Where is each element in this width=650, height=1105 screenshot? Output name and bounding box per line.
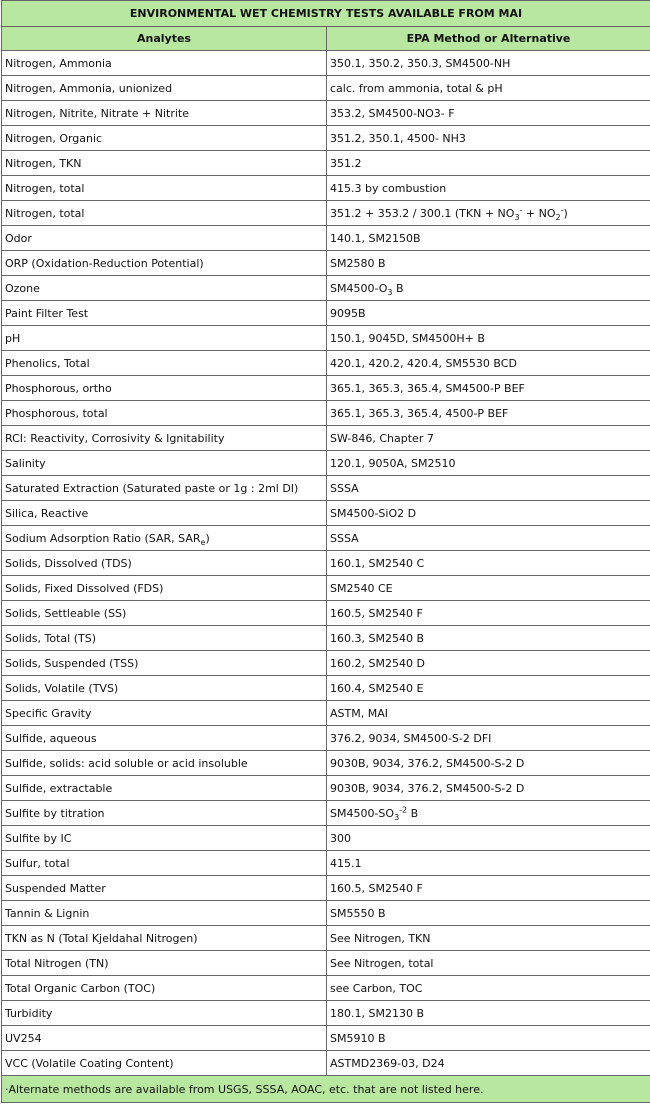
method-cell: 365.1, 365.3, 365.4, 4500-P BEF bbox=[327, 401, 650, 426]
table-row bbox=[2, 951, 650, 976]
analyte-cell: Sulfide, extractable bbox=[2, 776, 327, 801]
analyte-cell: Saturated Extraction (Saturated paste or 1g : 2ml DI) bbox=[2, 476, 327, 501]
analyte-cell: pH bbox=[2, 326, 327, 351]
method-cell: 351.2 bbox=[327, 151, 650, 176]
table-row bbox=[2, 301, 650, 326]
analyte-cell: Solids, Settleable (SS) bbox=[2, 601, 327, 626]
analyte-cell: Nitrogen, Organic bbox=[2, 126, 327, 151]
analyte-cell: Sulfide, solids: acid soluble or acid insoluble bbox=[2, 751, 327, 776]
table-row bbox=[2, 651, 650, 676]
method-cell: 140.1, SM2150B bbox=[327, 226, 650, 251]
method-cell: 9030B, 9034, 376.2, SM4500-S-2 D bbox=[327, 751, 650, 776]
analyte-cell: Ozone bbox=[2, 276, 327, 301]
method-cell bbox=[327, 201, 650, 226]
method-cell: See Nitrogen, total bbox=[327, 951, 650, 976]
table-footer-row bbox=[2, 1076, 650, 1103]
table-row bbox=[2, 1051, 650, 1076]
analyte-cell: Nitrogen, total bbox=[2, 201, 327, 226]
analyte-cell: Phosphorous, ortho bbox=[2, 376, 327, 401]
method-cell: 160.3, SM2540 B bbox=[327, 626, 650, 651]
table-row bbox=[2, 226, 650, 251]
table-title-row bbox=[2, 1, 650, 27]
table-row bbox=[2, 101, 650, 126]
table-row bbox=[2, 826, 650, 851]
method-cell: 350.1, 350.2, 350.3, SM4500-NH bbox=[327, 51, 650, 76]
method-cell: 160.5, SM2540 F bbox=[327, 601, 650, 626]
analyte-cell: Sulfite by titration bbox=[2, 801, 327, 826]
analyte-cell: Sulfide, aqueous bbox=[2, 726, 327, 751]
method-cell: calc. from ammonia, total & pH bbox=[327, 76, 650, 101]
analyte-cell: Silica, Reactive bbox=[2, 501, 327, 526]
analyte-cell: Salinity bbox=[2, 451, 327, 476]
method-cell: 120.1, 9050A, SM2510 bbox=[327, 451, 650, 476]
analyte-cell: Paint Filter Test bbox=[2, 301, 327, 326]
table-row bbox=[2, 701, 650, 726]
column-header-method: EPA Method or Alternative bbox=[327, 27, 650, 51]
table-row bbox=[2, 326, 650, 351]
table-row bbox=[2, 151, 650, 176]
analyte-cell: Sulfite by IC bbox=[2, 826, 327, 851]
method-cell: 160.1, SM2540 C bbox=[327, 551, 650, 576]
analyte-cell: Phenolics, Total bbox=[2, 351, 327, 376]
method-cell: 300 bbox=[327, 826, 650, 851]
table-row bbox=[2, 726, 650, 751]
method-text: SM4500-O bbox=[330, 281, 388, 295]
method-subscript: 3 bbox=[394, 812, 400, 822]
analyte-subscript: e bbox=[200, 537, 206, 547]
table-row bbox=[2, 626, 650, 651]
analyte-cell: VCC (Volatile Coating Content) bbox=[2, 1051, 327, 1076]
table-row bbox=[2, 451, 650, 476]
table-row bbox=[2, 1026, 650, 1051]
table-row bbox=[2, 551, 650, 576]
method-text: SM4500-SO bbox=[330, 806, 395, 820]
analyte-text: Sodium Adsorption Ratio (SAR, SAR bbox=[5, 531, 201, 545]
method-text: + NO bbox=[522, 206, 556, 220]
table-row bbox=[2, 251, 650, 276]
analyte-cell: Sulfur, total bbox=[2, 851, 327, 876]
analyte-cell: Suspended Matter bbox=[2, 876, 327, 901]
table-row bbox=[2, 776, 650, 801]
method-cell: SM2540 CE bbox=[327, 576, 650, 601]
method-cell: 9095B bbox=[327, 301, 650, 326]
method-subscript: 3 bbox=[387, 287, 393, 297]
method-cell: ASTM, MAI bbox=[327, 701, 650, 726]
analyte-cell bbox=[2, 526, 327, 551]
analyte-cell: TKN as N (Total Kjeldahal Nitrogen) bbox=[2, 926, 327, 951]
analyte-cell: UV254 bbox=[2, 1026, 327, 1051]
method-cell: 376.2, 9034, SM4500-S-2 DFI bbox=[327, 726, 650, 751]
table-row bbox=[2, 876, 650, 901]
method-cell: SM5550 B bbox=[327, 901, 650, 926]
table-row bbox=[2, 901, 650, 926]
method-cell: 365.1, 365.3, 365.4, SM4500-P BEF bbox=[327, 376, 650, 401]
method-cell: 160.5, SM2540 F bbox=[327, 876, 650, 901]
analyte-cell: Nitrogen, total bbox=[2, 176, 327, 201]
table-row bbox=[2, 801, 650, 826]
method-cell: 353.2, SM4500-NO3- F bbox=[327, 101, 650, 126]
method-cell: 160.4, SM2540 E bbox=[327, 676, 650, 701]
analyte-cell: Nitrogen, Ammonia, unionized bbox=[2, 76, 327, 101]
method-cell: SSSA bbox=[327, 476, 650, 501]
analyte-cell: RCI: Reactivity, Corrosivity & Ignitability bbox=[2, 426, 327, 451]
table-row bbox=[2, 401, 650, 426]
analyte-cell: Specific Gravity bbox=[2, 701, 327, 726]
analyte-text: ) bbox=[205, 531, 210, 545]
table-row bbox=[2, 1001, 650, 1026]
method-superscript: -2 bbox=[399, 804, 408, 814]
method-text: 351.2 + 353.2 / 300.1 (TKN + NO bbox=[330, 206, 515, 220]
analyte-cell: Nitrogen, Nitrite, Nitrate + Nitrite bbox=[2, 101, 327, 126]
method-cell: see Carbon, TOC bbox=[327, 976, 650, 1001]
analyte-cell: Tannin & Lignin bbox=[2, 901, 327, 926]
method-cell: SW-846, Chapter 7 bbox=[327, 426, 650, 451]
method-cell: 160.2, SM2540 D bbox=[327, 651, 650, 676]
table-row bbox=[2, 751, 650, 776]
table-row bbox=[2, 126, 650, 151]
method-cell: 150.1, 9045D, SM4500H+ B bbox=[327, 326, 650, 351]
method-cell bbox=[327, 276, 650, 301]
analyte-cell: Solids, Total (TS) bbox=[2, 626, 327, 651]
analyte-cell: Total Organic Carbon (TOC) bbox=[2, 976, 327, 1001]
method-cell: 420.1, 420.2, 420.4, SM5530 BCD bbox=[327, 351, 650, 376]
table-row bbox=[2, 51, 650, 76]
method-text: B bbox=[407, 806, 419, 820]
analyte-cell: Solids, Volatile (TVS) bbox=[2, 676, 327, 701]
method-text: B bbox=[392, 281, 404, 295]
table-row bbox=[2, 476, 650, 501]
method-cell: SM5910 B bbox=[327, 1026, 650, 1051]
table-row bbox=[2, 426, 650, 451]
method-cell bbox=[327, 801, 650, 826]
table-row bbox=[2, 176, 650, 201]
analyte-cell: Phosphorous, total bbox=[2, 401, 327, 426]
method-cell: SM4500-SiO2 D bbox=[327, 501, 650, 526]
table-row bbox=[2, 501, 650, 526]
table-row bbox=[2, 601, 650, 626]
table-body bbox=[2, 51, 650, 1076]
method-cell: SSSA bbox=[327, 526, 650, 551]
method-cell: 415.1 bbox=[327, 851, 650, 876]
table-row bbox=[2, 351, 650, 376]
table-row bbox=[2, 576, 650, 601]
method-cell: SM2580 B bbox=[327, 251, 650, 276]
table-row bbox=[2, 276, 650, 301]
method-cell: 415.3 by combustion bbox=[327, 176, 650, 201]
analyte-cell: Nitrogen, Ammonia bbox=[2, 51, 327, 76]
method-superscript: - bbox=[519, 204, 523, 214]
method-cell: 180.1, SM2130 B bbox=[327, 1001, 650, 1026]
table-header-row bbox=[2, 27, 650, 51]
wet-chemistry-table bbox=[1, 0, 650, 1103]
table-row bbox=[2, 76, 650, 101]
column-header-analytes: Analytes bbox=[2, 27, 327, 51]
method-superscript: - bbox=[560, 204, 564, 214]
analyte-cell: Solids, Dissolved (TDS) bbox=[2, 551, 327, 576]
method-text: ) bbox=[563, 206, 568, 220]
method-cell: See Nitrogen, TKN bbox=[327, 926, 650, 951]
analyte-cell: Nitrogen, TKN bbox=[2, 151, 327, 176]
table-row bbox=[2, 926, 650, 951]
method-subscript: 3 bbox=[514, 212, 520, 222]
analyte-cell: Solids, Fixed Dissolved (FDS) bbox=[2, 576, 327, 601]
method-cell: 351.2, 350.1, 4500- NH3 bbox=[327, 126, 650, 151]
table-row bbox=[2, 851, 650, 876]
analyte-cell: Odor bbox=[2, 226, 327, 251]
method-cell: ASTMD2369-03, D24 bbox=[327, 1051, 650, 1076]
analyte-cell: Solids, Suspended (TSS) bbox=[2, 651, 327, 676]
table-title: ENVIRONMENTAL WET CHEMISTRY TESTS AVAILABLE FROM MAI bbox=[2, 1, 650, 27]
table-row bbox=[2, 676, 650, 701]
table-row bbox=[2, 976, 650, 1001]
method-cell: 9030B, 9034, 376.2, SM4500-S-2 D bbox=[327, 776, 650, 801]
analyte-cell: ORP (Oxidation-Reduction Potential) bbox=[2, 251, 327, 276]
table-row bbox=[2, 526, 650, 551]
footer-note: ·Alternate methods are available from USGS, SSSA, AOAC, etc. that are not listed here. bbox=[2, 1076, 650, 1103]
method-subscript: 2 bbox=[555, 212, 561, 222]
table-row bbox=[2, 201, 650, 226]
analyte-cell: Turbidity bbox=[2, 1001, 327, 1026]
analyte-cell: Total Nitrogen (TN) bbox=[2, 951, 327, 976]
table-row bbox=[2, 376, 650, 401]
